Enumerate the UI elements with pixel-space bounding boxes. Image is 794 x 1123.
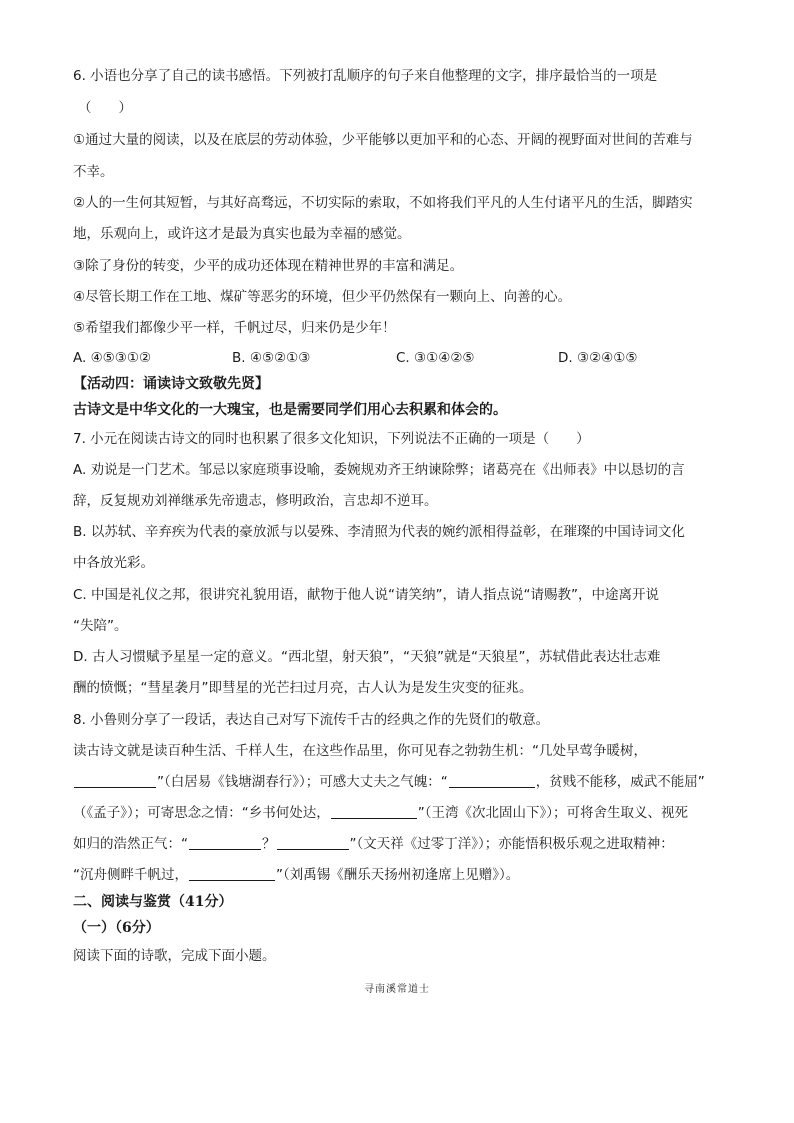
q7-option-a-line2: 辞，反复规劝刘禅继承先帝遗志，修明政治，言忠却不逆耳。 [73, 493, 438, 509]
q7-option-b-line1: B. 以苏轼、辛弃疾为代表的豪放派与以晏殊、李清照为代表的婉约派相得益彰，在璀璨的中国诗词文化 [73, 524, 685, 540]
q6-answer-paren: （ ） [78, 100, 132, 116]
poem-title: 寻南溪常道士 [364, 984, 430, 995]
q7-option-c-line2: “失陪”。 [73, 618, 128, 634]
q6-sentence-4: ④尽管长期工作在工地、煤矿等恶劣的环境，但少平仍然保有一颗向上、向善的心。 [73, 289, 572, 305]
q8-passage-line4 [73, 835, 723, 853]
q8-passage-line1: 读古诗文就是读百种生活、千样人生，在这些作品里，你可见春之勃勃生机：“几处早莺争暖树， [73, 743, 647, 759]
q8-passage-line2 [73, 773, 723, 791]
q6-sentence-5: ⑤希望我们都像少平一样，千帆过尽，归来仍是少年！ [73, 320, 396, 336]
q6-sentence-3: ③除了身份的转变，少平的成功还体现在精神世界的丰富和满足。 [73, 258, 464, 274]
q8-text-2b: ，贫贱不能移，威武不能屈” [535, 774, 705, 790]
fill-blank-4[interactable] [189, 835, 261, 850]
q6-option-d[interactable]: D. ③②④①⑤ [558, 350, 638, 366]
q8-text-5b: ”（刘禹锡《酬乐天扬州初逢席上见赠》）。 [276, 867, 520, 883]
q6-sentence-2a: ②人的一生何其短暂，与其好高骛远，不切实际的索取，不如将我们平凡的人生付诸平凡的生活，脚踏实 [73, 195, 693, 211]
q7-option-d-line1: D. 古人习惯赋予星星一定的意义。“西北望，射天狼”，“天狼”就是“天狼星”，苏轼借此表达壮志难 [73, 649, 661, 665]
fill-blank-2[interactable] [449, 773, 535, 788]
q7-option-b-line2: 中各放光彩。 [73, 555, 154, 571]
q8-stem: 8. 小鲁则分享了一段话，表达自己对写下流传千古的经典之作的先贤们的敬意。 [73, 712, 550, 728]
section2-instruction: 阅读下面的诗歌，完成下面小题。 [73, 948, 276, 964]
q6-option-c[interactable]: C. ③①④②⑤ [396, 350, 475, 366]
q8-text-4q: ？ [262, 836, 276, 852]
section2-subheading: （一）（6分） [73, 920, 160, 936]
q8-text-5a: “沉舟侧畔千帆过， [73, 867, 188, 883]
q7-stem: 7. 小元在阅读古诗文的同时也积累了很多文化知识，下列说法不正确的一项是（ ） [73, 431, 590, 447]
fill-blank-3[interactable] [331, 804, 417, 819]
q8-text-2a: ”（白居易《钱塘湖春行》）；可感大丈夫之气魄：“ [157, 774, 448, 790]
q7-option-a-line1: A. 劝说是一门艺术。邹忌以家庭琐事设喻，委婉规劝齐王纳谏除弊；诸葛亮在《出师表》中以恳切的言 [73, 462, 685, 478]
q6-sentence-1a: ①通过大量的阅读，以及在底层的劳动体验，少平能够以更加平和的心态、开阔的视野面对世间的苦难与 [73, 132, 693, 148]
q6-stem: 6. 小语也分享了自己的读书感悟。下列被打乱顺序的句子来自他整理的文字，排序最恰当的一项是 [73, 68, 658, 84]
q8-text-3a: （《孟子》）；可寄思念之情：“乡书何处达， [73, 805, 330, 821]
q8-text-4a: 如归的浩然正气：“ [73, 836, 188, 852]
q6-sentence-2b: 地，乐观向上，或许这才是最为真实也最为幸福的感觉。 [73, 226, 411, 242]
q8-passage-line3 [73, 804, 723, 822]
fill-blank-1[interactable] [74, 773, 156, 788]
fill-blank-5[interactable] [277, 835, 349, 850]
activity4-intro: 古诗文是中华文化的一大瑰宝，也是需要同学们用心去积累和体会的。 [73, 402, 507, 418]
q6-sentence-1b: 不幸。 [73, 164, 114, 180]
q7-option-d-line2: 酬的愤慨；“彗星袭月”即彗星的光芒扫过月亮，古人认为是发生灾变的征兆。 [73, 680, 533, 696]
q6-option-b[interactable]: B. ④⑤②①③ [232, 350, 311, 366]
section2-heading: 二、阅读与鉴赏（41分） [73, 894, 233, 910]
q8-text-4b: ”（文天祥《过零丁洋》）；亦能悟积极乐观之进取精神： [349, 836, 674, 852]
q7-option-c-line1: C. 中国是礼仪之邦，很讲究礼貌用语，献物于他人说“请笑纳”，请人指点说“请赐教”，中途离开说 [73, 587, 659, 603]
q6-option-a[interactable]: A. ④⑤③①② [73, 350, 152, 366]
activity4-heading: 【活动四：诵读诗文致敬先贤】 [73, 376, 269, 392]
q8-text-3b: ”（王湾《次北固山下》）；可将舍生取义、视死 [417, 805, 688, 821]
q8-passage-line5 [73, 866, 723, 884]
fill-blank-6[interactable] [189, 866, 275, 881]
